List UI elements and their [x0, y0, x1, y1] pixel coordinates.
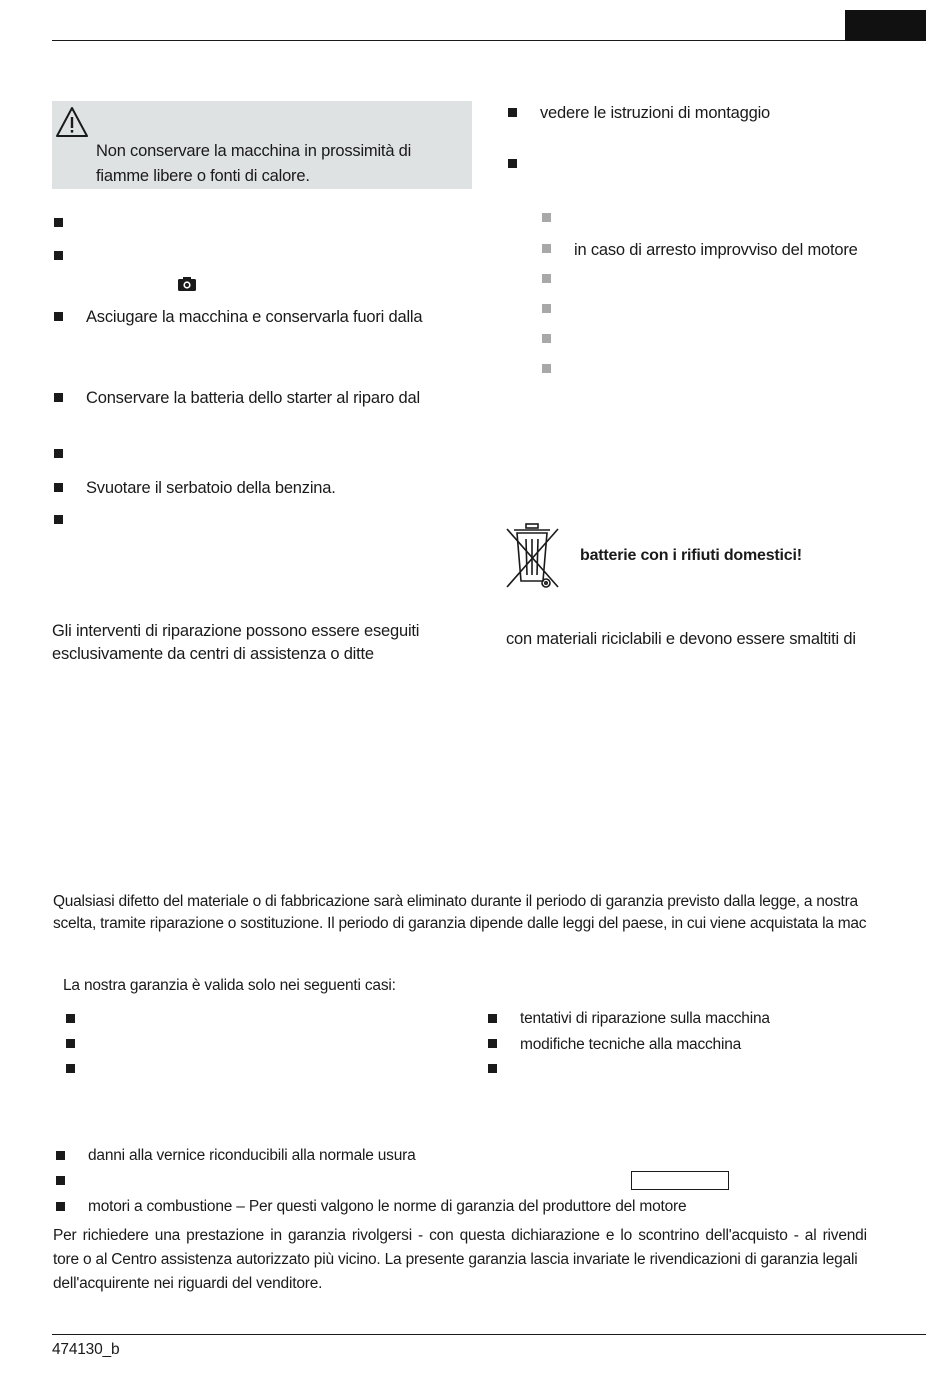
warning-line-2: fiamme libere o fonti di calore.: [96, 167, 310, 185]
warranty-item-modifications: modifiche tecniche alla macchina: [520, 1036, 742, 1053]
repair-line-2: esclusivamente da centri di assistenza o ditte: [52, 645, 374, 663]
list-bullet: [66, 1014, 75, 1023]
warning-line-1: Non conservare la macchina in prossimità di: [96, 142, 412, 160]
doc-code: 474130_b: [52, 1341, 120, 1358]
list-bullet: [54, 483, 63, 492]
list-bullet: [488, 1064, 497, 1073]
storage-item-dry: Asciugare la macchina e conservarla fuori dalla: [86, 308, 423, 326]
list-bullet: [54, 449, 63, 458]
assembly-item: vedere le istruzioni di montaggio: [540, 104, 771, 122]
excluded-item-engines: motori a combustione – Per questi valgono le norme di garanzia del produttore del motore: [88, 1198, 687, 1215]
list-bullet: [56, 1151, 65, 1160]
storage-item-fuel: Svuotare il serbatoio della benzina.: [86, 479, 336, 497]
sub-bullet: [542, 274, 551, 283]
sub-bullet: [542, 304, 551, 313]
disposal-warning: batterie con i rifiuti domestici!: [580, 547, 802, 564]
list-bullet: [56, 1176, 65, 1185]
list-bullet: [508, 159, 517, 168]
footer-rule: [52, 1334, 926, 1335]
claim-line-2: tore o al Centro assistenza autorizzato più vicino. La presente garanzia lascia invariate le rivendicazioni di garanzia legali: [53, 1251, 858, 1268]
sub-bullet: [542, 244, 551, 253]
list-bullet: [54, 251, 63, 260]
camera-icon: [177, 276, 197, 292]
claim-line-3: dell'acquirente nei riguardi del venditore.: [53, 1275, 323, 1292]
sub-bullet: [542, 334, 551, 343]
list-bullet: [66, 1064, 75, 1073]
list-bullet: [66, 1039, 75, 1048]
claim-line-1: Per richiedere una prestazione in garanzia rivolgersi - con questa dichiarazione e lo scontrino dell'acquisto - al rivendi: [53, 1227, 867, 1244]
warranty-valid-intro: La nostra garanzia è valida solo nei seguenti casi:: [63, 977, 396, 994]
header-rule: [52, 40, 926, 41]
storage-item-battery: Conservare la batteria dello starter al riparo dal: [86, 389, 420, 407]
list-bullet: [488, 1039, 497, 1048]
list-bullet: [54, 218, 63, 227]
engine-stop-item: in caso di arresto improvviso del motore: [574, 241, 858, 259]
list-bullet: [54, 393, 63, 402]
warranty-line-1: Qualsiasi difetto del materiale o di fabbricazione sarà eliminato durante il periodo di garanzia previsto dalla legge, a nostra: [53, 893, 858, 910]
crossed-out-bin-icon: [504, 521, 562, 593]
list-bullet: [54, 312, 63, 321]
warning-triangle-icon: [55, 106, 89, 138]
repair-line-1: Gli interventi di riparazione possono essere eseguiti: [52, 622, 420, 640]
blank-field-box: [631, 1171, 729, 1190]
sub-bullet: [542, 364, 551, 373]
list-bullet: [508, 108, 517, 117]
excluded-item-paint: danni alla vernice riconducibili alla normale usura: [88, 1147, 416, 1164]
warranty-item-repair-attempts: tentativi di riparazione sulla macchina: [520, 1010, 770, 1027]
list-bullet: [56, 1202, 65, 1211]
page-language-tab: [845, 10, 926, 41]
warranty-line-2: scelta, tramite riparazione o sostituzione. Il periodo di garanzia dipende dalle leggi del paese, in cui viene acquistata la mac: [53, 915, 867, 932]
disposal-text: con materiali riciclabili e devono essere smaltiti di: [506, 630, 856, 648]
list-bullet: [488, 1014, 497, 1023]
list-bullet: [54, 515, 63, 524]
sub-bullet: [542, 213, 551, 222]
